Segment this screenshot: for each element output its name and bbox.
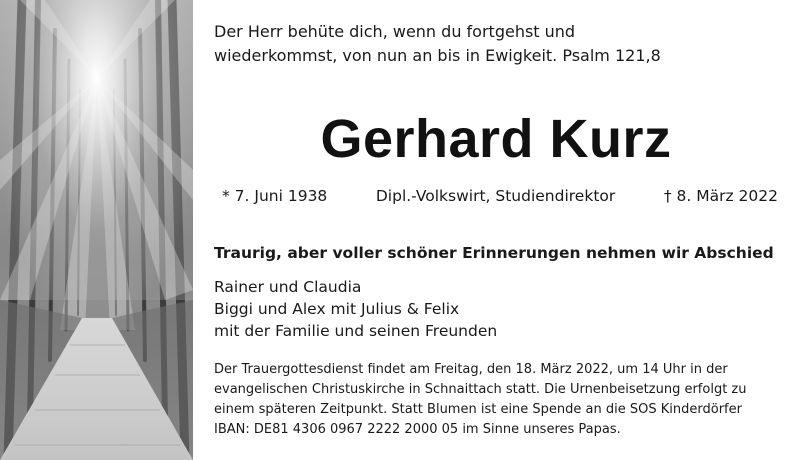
farewell-heading: Traurig, aber voller schöner Erinnerungen nehmen wir Abschied [214,244,774,262]
forest-path-photo [0,0,193,460]
verse-line: wiederkommst, von nun an bis in Ewigkeit. Psalm 121,8 [214,46,661,65]
service-line: einem späteren Zeitpunkt. Statt Blumen ist eine Spende an die SOS Kinderdörfer [214,402,742,417]
obituary-content [214,0,786,460]
birth-date: * 7. Juni 1938 [222,187,328,205]
service-line: Der Trauergottesdienst findet am Freitag, den 18. März 2022, um 14 Uhr in der [214,362,728,377]
verse-line: Der Herr behüte dich, wenn du fortgehst und [214,22,576,41]
mourner-line: Biggi und Alex mit Julius & Felix [214,300,460,318]
mourner-line: Rainer und Claudia [214,278,362,296]
bible-verse [214,20,786,68]
deceased-name: Gerhard Kurz [320,109,672,169]
service-line: IBAN: DE81 4306 0967 2222 2000 05 im Sinne unseres Papas. [214,422,621,437]
mourner-line: mit der Familie und seinen Freunden [214,322,498,340]
service-notice [214,360,786,440]
profession: Dipl.-Volkswirt, Studiendirektor [375,187,616,205]
mourners-list [214,276,497,342]
service-line: evangelischen Christuskirche in Schnaittach statt. Die Urnenbeisetzung erfolgt zu [214,382,747,397]
death-date: † 8. März 2022 [663,187,778,205]
life-dates [222,185,778,207]
